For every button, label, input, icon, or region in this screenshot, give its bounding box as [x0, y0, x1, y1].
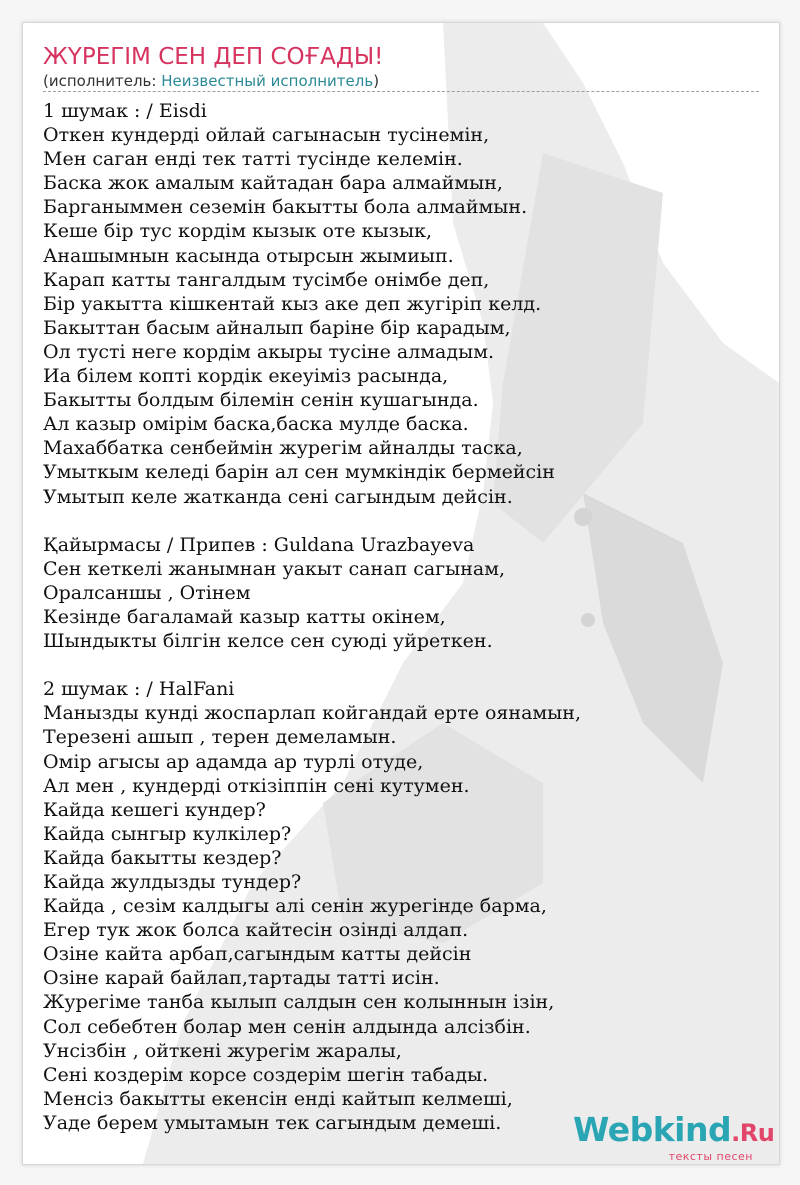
lyric-line: Ал казыр омірім баска,баска мулде баска. — [43, 413, 469, 436]
logo-suffix: .Ru — [731, 1119, 775, 1147]
lyric-line: Озіне кайта арбап,сагындым катты дейсін — [43, 943, 472, 966]
logo-main-text: Webkind — [573, 1110, 732, 1149]
lyric-line: Шындыкты білгін келсе сен суюді уйреткен. — [43, 630, 493, 653]
lyric-line: Анашымнын касында отырсын жымиып. — [43, 244, 454, 267]
stanza-gap — [43, 509, 759, 533]
lyric-line: Баска жок амалым кайтадан бара алмаймын, — [43, 172, 503, 195]
logo-wordmark — [573, 1112, 773, 1151]
song-header — [43, 43, 759, 91]
stanza-gap — [43, 653, 759, 677]
artist-link[interactable]: Неизвестный исполнитель — [161, 72, 374, 90]
lyric-line: Откен кундерді ойлай сагынасын тусінемін, — [43, 124, 490, 147]
lyric-line: Умыткым келеді барін ал сен мумкіндік бермейсін — [43, 461, 555, 484]
lyric-line: Манызды кунді жоспарлап койгандай ерте оянамын, — [43, 702, 582, 725]
lyrics-text — [43, 99, 759, 1135]
lyric-line: Сол себебтен болар мен сенін алдында алсізбін. — [43, 1015, 531, 1038]
lyric-line: Уаде берем умытамын тек сагындым демеші. — [43, 1111, 502, 1134]
lyric-line: Махаббатка сенбеймін журегім айналды таска, — [43, 437, 523, 460]
lyric-line: Бір уакытта кішкентай кыз аке деп жугіріп келд. — [43, 292, 542, 315]
logo-tagline: тексты песен — [668, 1150, 753, 1163]
lyric-line: Журегіме танба кылып салдын сен колыннын ізін, — [43, 991, 555, 1014]
lyric-line: Кайда жулдызды тундер? — [43, 871, 302, 893]
lyric-line: Иа білем копті кордік екеуіміз расында, — [43, 365, 449, 388]
lyric-line: 2 шумак : / HalFani — [43, 678, 235, 701]
song-title: ЖҮРЕГІМ СЕН ДЕП СОҒАДЫ! — [43, 44, 384, 70]
lyric-line: Бакыттан басым айналып барiне бір карадым, — [43, 316, 511, 339]
lyric-line: Сен кеткелі жанымнан уакыт санап сагынам, — [43, 557, 506, 580]
lyric-line: Умытып келе жатканда сені сагындым дейсін. — [43, 485, 513, 508]
lyrics-card — [22, 22, 780, 1165]
lyric-line: Унсізбін , ойткені журегім жаралы, — [43, 1039, 402, 1062]
lyric-line: 1 шумак : / Eisdi — [43, 100, 207, 122]
lyric-line: Менсіз бакытты екенсін енді кайтып келмеші, — [43, 1087, 513, 1110]
lyric-line: Кайда , сезім калдыгы алі сенін журегінде барма, — [43, 895, 547, 918]
lyric-line: Ал мен , кундерді откізіппін сені кутумен. — [43, 774, 470, 797]
lyric-line: Кайда сынгыр кулкілер? — [43, 822, 292, 845]
lyric-line: Егер тук жок болса кайтесін озінді алдап. — [43, 919, 469, 942]
lyric-line: Омір агысы ар адамда ар турлі отуде, — [43, 750, 424, 773]
lyric-line: Сені коздерім корсе создерім шегін табады. — [43, 1063, 489, 1086]
lyric-line: Кезінде багаламай казыр катты окінем, — [43, 605, 446, 628]
lyric-line: Мен саган енді тек татті тусінде келемін. — [43, 148, 463, 171]
lyric-line: Қайырмасы / Припев : Guldana Urazbayeva — [43, 533, 475, 556]
site-logo[interactable] — [573, 1112, 773, 1162]
artist-suffix: ) — [373, 72, 380, 90]
lyric-line: Кеше бір тус кордім кызык оте кызык, — [43, 220, 433, 243]
lyric-line: Бакытты болдым білемін сенін кушагында. — [43, 389, 479, 412]
lyric-line: Ол тусті неге кордім акыры тусіне алмадым. — [43, 340, 495, 363]
lyric-line: Кайда бакытты кездер? — [43, 846, 282, 869]
lyric-line: Терезені ашып , терен демеламын. — [43, 726, 397, 749]
lyric-line: Карап катты тангалдым тусімбе онімбе деп, — [43, 268, 490, 291]
lyric-line: Барганыммен сеземін бакытты бола алмаймын. — [43, 196, 528, 219]
lyric-line: Кайда кешегі кундер? — [43, 798, 266, 821]
header-divider — [43, 91, 759, 92]
artist-prefix: (исполнитель: — [43, 72, 162, 90]
lyric-line: Озіне карай байлап,тартады татті исін. — [43, 967, 440, 990]
lyric-line: Оралсаншы , Отінем — [43, 581, 251, 604]
artist-line — [43, 71, 759, 91]
